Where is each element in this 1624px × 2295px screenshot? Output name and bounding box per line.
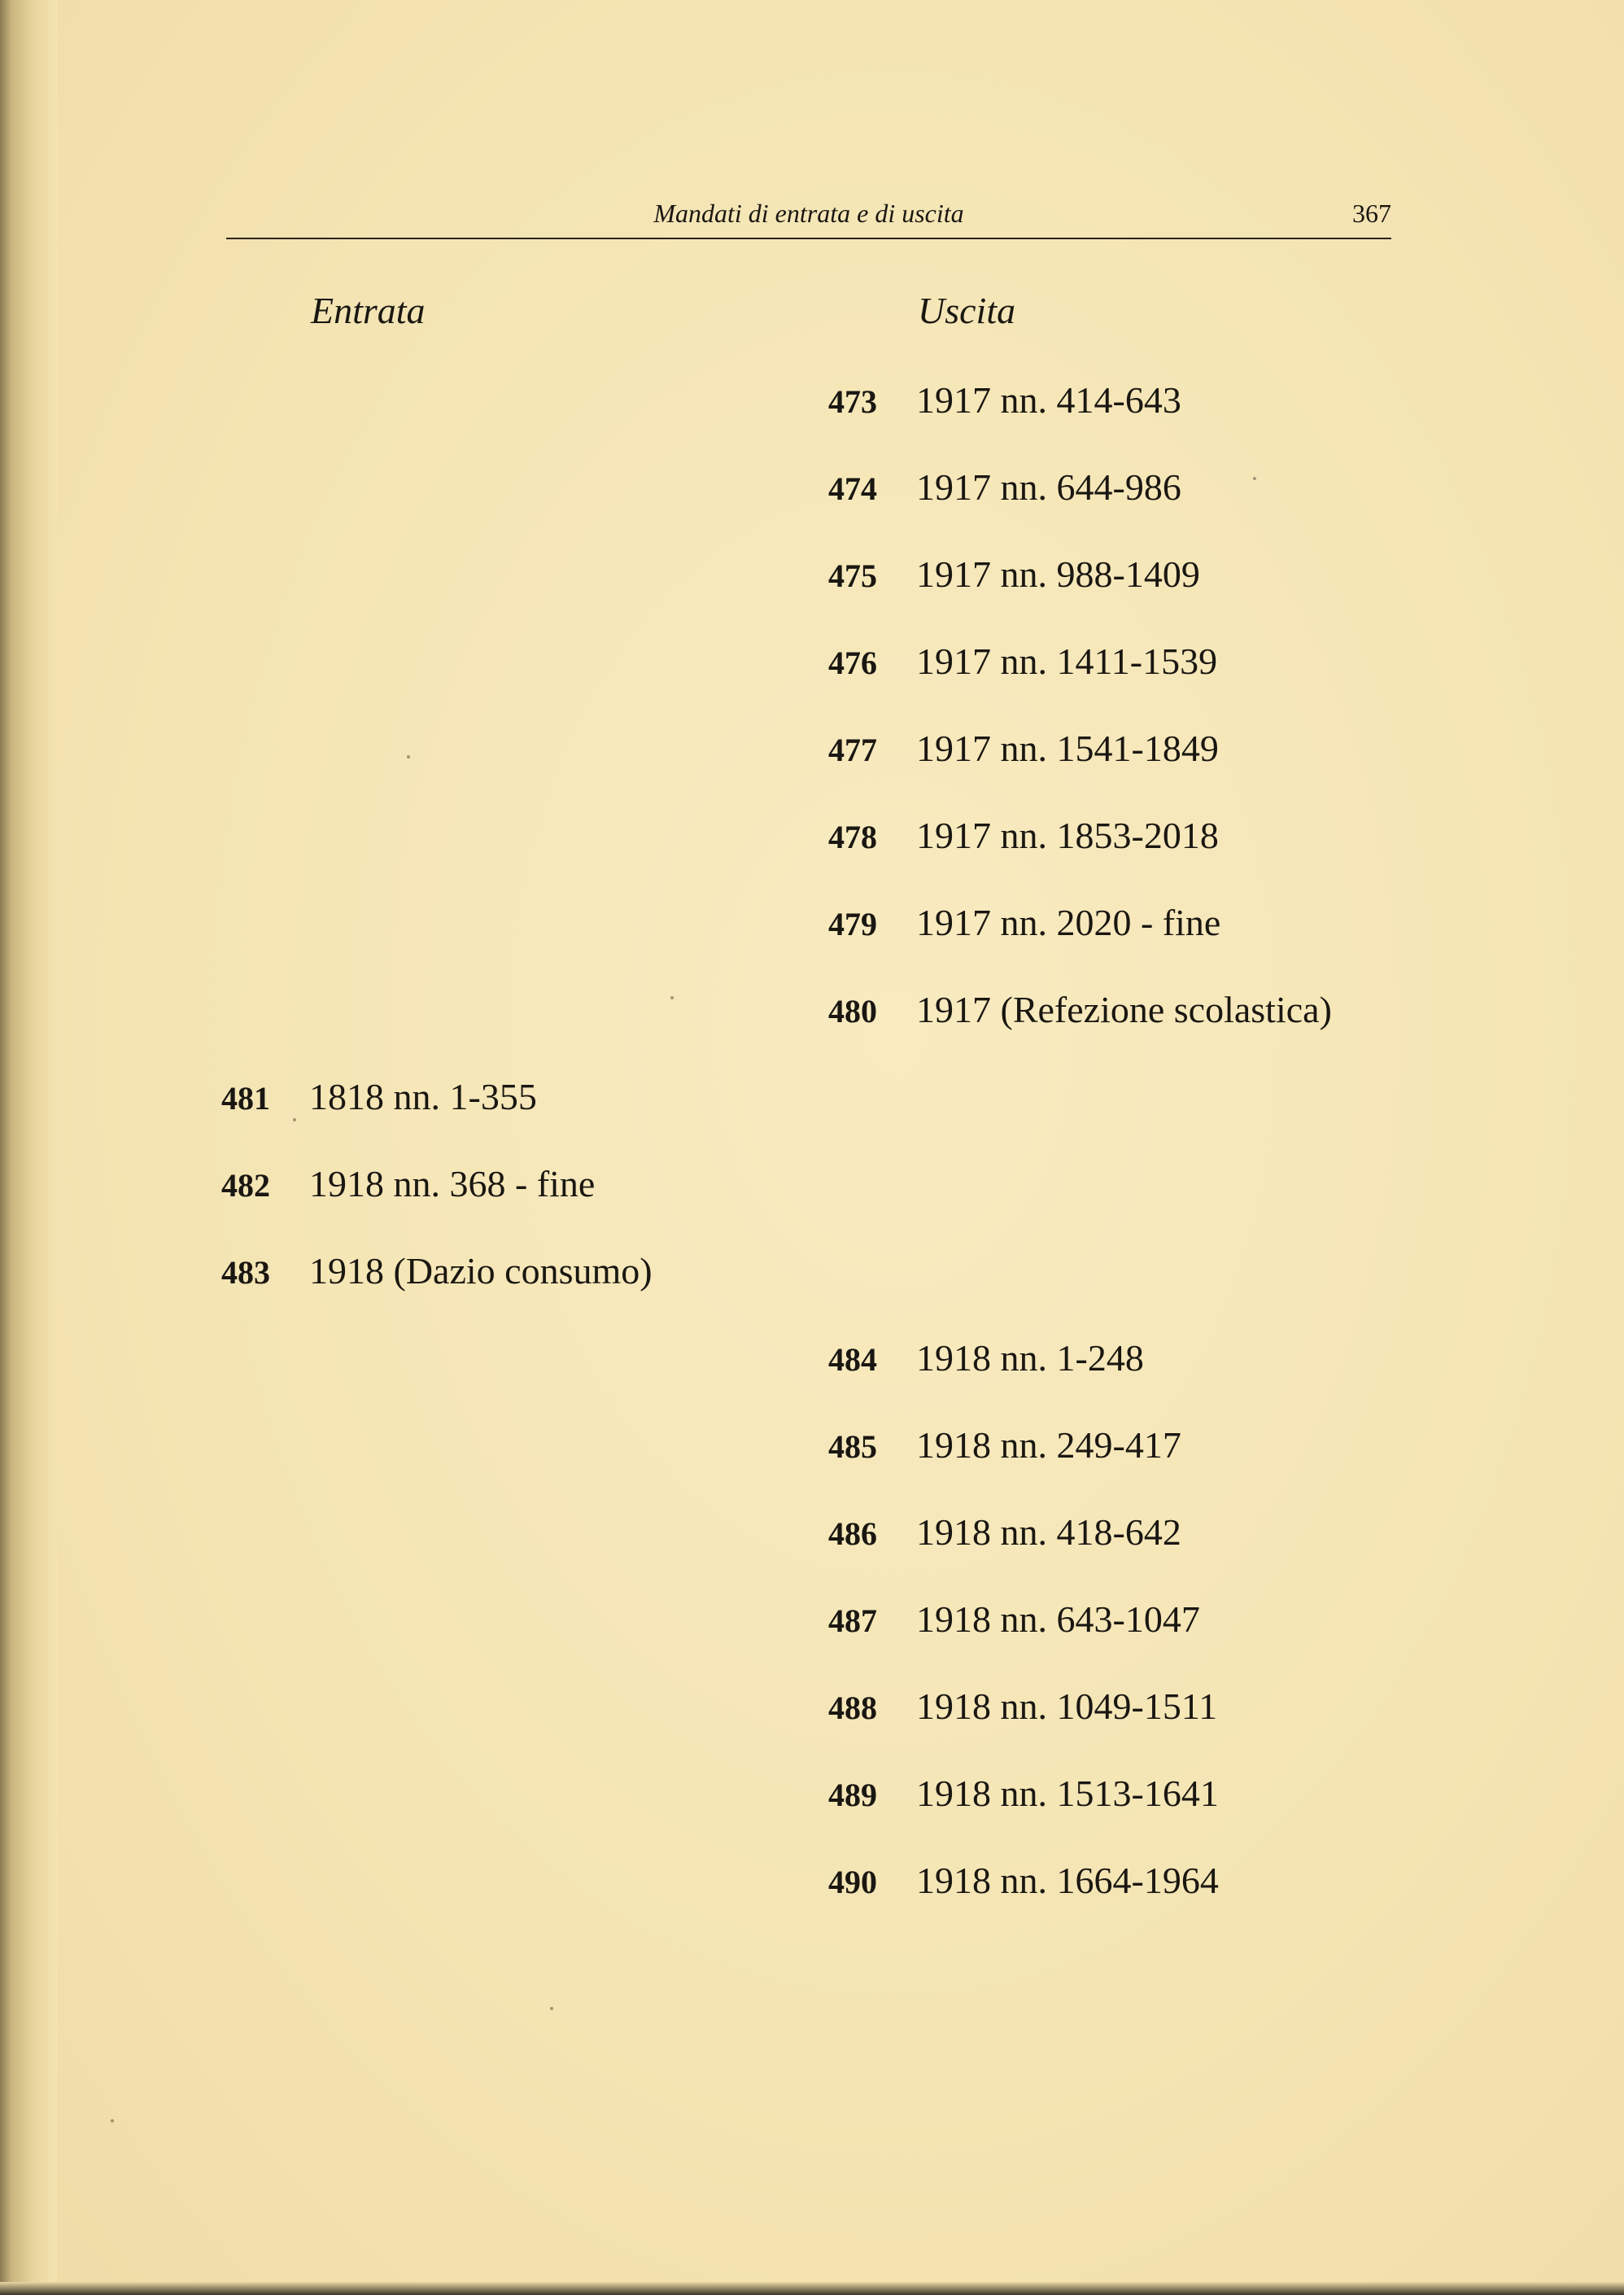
entry-text: 1918 nn. 1-248 bbox=[916, 1337, 1144, 1379]
list-item bbox=[828, 986, 1332, 1034]
entry-number: 475 bbox=[828, 557, 877, 594]
entry-number: 474 bbox=[828, 470, 877, 507]
entry-text: 1917 nn. 414-643 bbox=[916, 379, 1181, 421]
entry-text: 1917 nn. 1541-1849 bbox=[916, 728, 1219, 769]
entry-text: 1917 nn. 2020 - fine bbox=[916, 902, 1221, 943]
paper-speck bbox=[670, 996, 674, 999]
entry-text: 1917 nn. 1411-1539 bbox=[916, 640, 1218, 682]
entry-text: 1917 nn. 1853-2018 bbox=[916, 815, 1219, 856]
paper-speck bbox=[1253, 477, 1256, 480]
entry-text: 1918 nn. 1664-1964 bbox=[916, 1860, 1219, 1901]
paper-speck bbox=[550, 2007, 553, 2010]
entry-text: 1818 nn. 1-355 bbox=[309, 1076, 537, 1117]
column-heading-entrata: Entrata bbox=[311, 290, 426, 331]
list-item bbox=[828, 637, 1217, 686]
entry-text: 1918 nn. 1049-1511 bbox=[916, 1685, 1218, 1727]
list-item bbox=[221, 1160, 595, 1209]
list-item bbox=[828, 463, 1181, 512]
entry-number: 482 bbox=[221, 1167, 270, 1204]
paper-speck bbox=[407, 755, 410, 758]
list-item bbox=[221, 1073, 537, 1121]
header-title: Mandati di entrata e di uscita bbox=[653, 199, 964, 228]
entry-number: 473 bbox=[828, 383, 877, 420]
entry-text: 1918 (Dazio consumo) bbox=[309, 1250, 653, 1292]
list-item bbox=[828, 1682, 1217, 1731]
page-number: 367 bbox=[1352, 199, 1391, 228]
list-item bbox=[221, 1247, 653, 1296]
entry-number: 488 bbox=[828, 1690, 877, 1726]
list-item bbox=[828, 1856, 1219, 1905]
entry-number: 490 bbox=[828, 1864, 877, 1900]
entry-number: 486 bbox=[828, 1515, 877, 1552]
entry-number: 479 bbox=[828, 906, 877, 942]
entry-number: 480 bbox=[828, 993, 877, 1029]
running-header bbox=[226, 195, 1391, 239]
list-item bbox=[828, 1508, 1181, 1557]
entry-number: 476 bbox=[828, 645, 877, 681]
page-bottom-edge bbox=[0, 2282, 1624, 2295]
list-item bbox=[828, 1334, 1144, 1383]
paper-speck bbox=[293, 1118, 296, 1121]
list-item bbox=[828, 1421, 1181, 1470]
list-item bbox=[828, 811, 1219, 860]
entry-number: 484 bbox=[828, 1341, 877, 1378]
paper-speck bbox=[111, 2119, 114, 2122]
entry-text: 1918 nn. 418-642 bbox=[916, 1511, 1181, 1553]
entry-number: 477 bbox=[828, 732, 877, 768]
entry-text: 1918 nn. 249-417 bbox=[916, 1424, 1181, 1466]
entry-number: 485 bbox=[828, 1428, 877, 1465]
entry-number: 489 bbox=[828, 1777, 877, 1813]
list-item bbox=[828, 898, 1220, 947]
list-item bbox=[828, 1595, 1200, 1644]
list-item bbox=[828, 376, 1181, 425]
list-item bbox=[828, 1769, 1219, 1818]
entry-text: 1918 nn. 368 - fine bbox=[309, 1163, 596, 1204]
entry-text: 1917 (Refezione scolastica) bbox=[916, 989, 1332, 1030]
entry-text: 1918 nn. 643-1047 bbox=[916, 1598, 1200, 1640]
entry-number: 483 bbox=[221, 1254, 270, 1291]
entry-text: 1917 nn. 988-1409 bbox=[916, 553, 1200, 595]
entry-text: 1918 nn. 1513-1641 bbox=[916, 1773, 1219, 1814]
entry-number: 487 bbox=[828, 1602, 877, 1639]
list-item bbox=[828, 550, 1200, 599]
page-binding-shadow bbox=[0, 0, 57, 2295]
entry-number: 481 bbox=[221, 1080, 270, 1117]
entry-number: 478 bbox=[828, 819, 877, 855]
list-item bbox=[828, 724, 1219, 773]
column-heading-uscita: Uscita bbox=[918, 290, 1016, 331]
entry-text: 1917 nn. 644-986 bbox=[916, 466, 1181, 508]
